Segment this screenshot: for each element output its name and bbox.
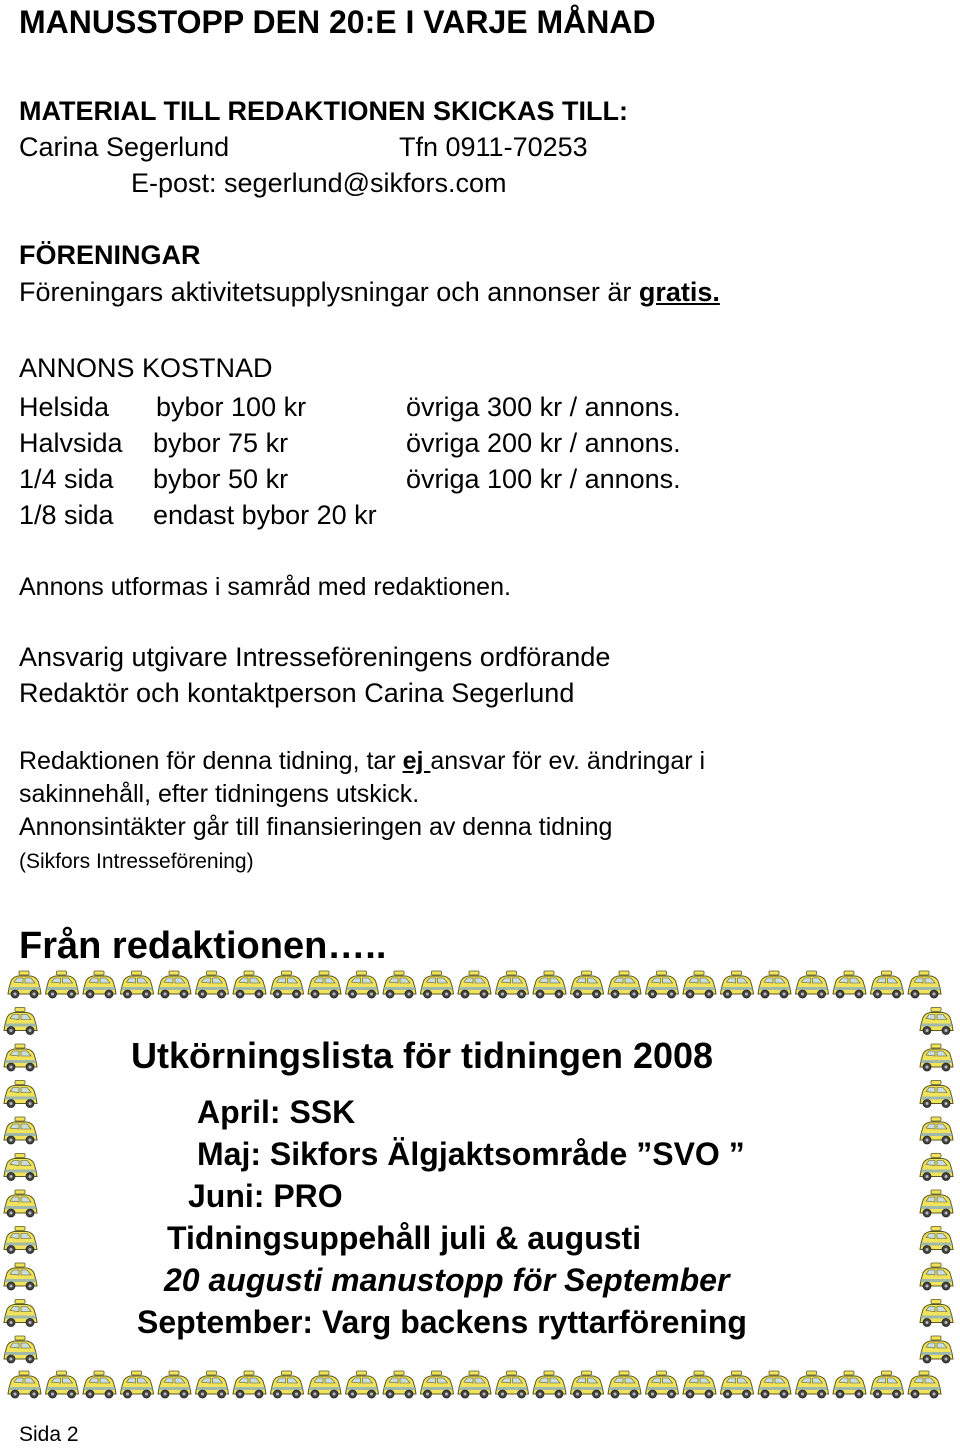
taxi-car-icon <box>833 971 866 998</box>
taxi-car-icon <box>46 971 79 998</box>
taxi-car-icon <box>121 1371 154 1398</box>
taxi-car-icon <box>908 971 941 998</box>
contact-name: Carina Segerlund <box>19 132 230 162</box>
taxi-car-icon <box>920 1300 953 1327</box>
taxi-car-icon <box>920 1117 953 1144</box>
taxi-car-icon <box>46 1371 79 1398</box>
taxi-car-icon <box>308 971 341 998</box>
taxi-car-icon <box>196 1371 229 1398</box>
disclaimer-line: Redaktionen för denna tidning, tar ej ansvar för ev. ändringar i <box>19 747 706 775</box>
contact-email: E-post: segerlund@sikfors.com <box>131 168 507 198</box>
schedule-line: 20 augusti manustopp för September <box>164 1262 730 1298</box>
taxi-car-icon <box>920 1081 953 1108</box>
taxi-car-icon <box>458 971 491 998</box>
taxi-car-icon <box>8 1371 41 1398</box>
taxi-car-icon <box>83 971 116 998</box>
taxi-car-icon <box>233 1371 266 1398</box>
taxi-car-icon <box>608 971 641 998</box>
taxi-car-icon <box>346 971 379 998</box>
taxi-car-icon <box>920 1336 953 1363</box>
taxi-car-icon <box>571 971 604 998</box>
taxi-car-icon <box>346 1371 379 1398</box>
taxi-car-icon <box>721 1371 754 1398</box>
price-row-others: övriga 300 kr / annons. <box>406 392 681 422</box>
schedule-line: September: Varg backens ryttarförening <box>137 1304 747 1340</box>
taxi-car-icon <box>4 1154 37 1181</box>
taxi-car-icon <box>533 971 566 998</box>
taxi-car-icon <box>758 1371 791 1398</box>
taxi-car-icon <box>383 971 416 998</box>
taxi-car-icon <box>4 1227 37 1254</box>
schedule-line: Tidningsuppehåll juli & augusti <box>167 1220 642 1256</box>
taxi-car-icon <box>608 1371 641 1398</box>
ansvarig-utgivare: Ansvarig utgivare Intresseföreningens ordförande <box>19 642 611 672</box>
taxi-car-icon <box>271 971 304 998</box>
taxi-car-icon <box>421 1371 454 1398</box>
taxi-car-icon <box>4 1008 37 1035</box>
annons-note: Annons utformas i samråd med redaktionen. <box>19 573 511 601</box>
taxi-car-icon <box>920 1190 953 1217</box>
price-row-size: Helsida <box>19 392 110 422</box>
gratis-emphasis: gratis. <box>638 277 720 307</box>
taxi-car-icon <box>533 1371 566 1398</box>
utkorning-title: Utkörningslista för tidningen 2008 <box>131 1035 714 1076</box>
taxi-car-icon <box>383 1371 416 1398</box>
taxi-car-icon <box>683 971 716 998</box>
taxi-car-icon <box>758 971 791 998</box>
price-row-size: 1/8 sida <box>19 500 114 530</box>
taxi-car-icon <box>4 1044 37 1071</box>
taxi-car-icon <box>796 971 829 998</box>
price-row-size: Halvsida <box>19 428 123 458</box>
price-row-others: övriga 100 kr / annons. <box>406 464 681 494</box>
taxi-car-icon <box>908 1371 941 1398</box>
taxi-car-icon <box>233 971 266 998</box>
taxi-car-icon <box>683 1371 716 1398</box>
taxi-car-icon <box>158 1371 191 1398</box>
material-heading: MATERIAL TILL REDAKTIONEN SKICKAS TILL: <box>19 96 628 126</box>
disclaimer-line: (Sikfors Intresseförening) <box>19 850 254 873</box>
taxi-car-icon <box>83 1371 116 1398</box>
page-number: Sida 2 <box>19 1423 79 1446</box>
taxi-car-icon <box>496 971 529 998</box>
disclaimer-line: sakinnehåll, efter tidningens utskick. <box>19 780 420 808</box>
taxi-car-icon <box>646 1371 679 1398</box>
price-row-local: bybor 50 kr <box>153 464 289 494</box>
taxi-car-icon <box>8 971 41 998</box>
taxi-car-icon <box>4 1300 37 1327</box>
ej-emphasis: ej <box>402 747 431 775</box>
redaktor-line: Redaktör och kontaktperson Carina Segerlund <box>19 678 575 708</box>
price-row-others: övriga 200 kr / annons. <box>406 428 681 458</box>
fran-redaktionen-heading: Från redaktionen….. <box>19 925 387 967</box>
taxi-car-icon <box>571 1371 604 1398</box>
schedule-line: April: SSK <box>197 1094 356 1130</box>
taxi-car-icon <box>496 1371 529 1398</box>
page-title: MANUSSTOPP DEN 20:E I VARJE MÅNAD <box>19 4 656 40</box>
annons-heading: ANNONS KOSTNAD <box>19 353 273 383</box>
taxi-car-icon <box>920 1263 953 1290</box>
price-row-local: bybor 100 kr <box>156 392 307 422</box>
taxi-car-icon <box>920 1044 953 1071</box>
taxi-car-icon <box>4 1117 37 1144</box>
taxi-car-icon <box>871 971 904 998</box>
price-row-size: 1/4 sida <box>19 464 114 494</box>
taxi-car-icon <box>920 1154 953 1181</box>
taxi-car-icon <box>458 1371 491 1398</box>
taxi-car-icon <box>796 1371 829 1398</box>
taxi-car-icon <box>158 971 191 998</box>
schedule-line: Juni: PRO <box>188 1178 343 1214</box>
foreningar-heading: FÖRENINGAR <box>19 240 201 270</box>
taxi-car-icon <box>920 1227 953 1254</box>
taxi-car-icon <box>920 1008 953 1035</box>
price-row-local: endast bybor 20 kr <box>153 500 377 530</box>
taxi-car-icon <box>4 1190 37 1217</box>
taxi-car-icon <box>196 971 229 998</box>
foreningar-text: Föreningars aktivitetsupplysningar och annonser är gratis. <box>19 277 720 307</box>
taxi-car-icon <box>4 1336 37 1363</box>
taxi-car-icon <box>308 1371 341 1398</box>
taxi-car-icon <box>4 1081 37 1108</box>
disclaimer-line: Annonsintäkter går till finansieringen av denna tidning <box>19 813 613 841</box>
schedule-line: Maj: Sikfors Älgjaktsområde ”SVO ” <box>197 1136 745 1172</box>
contact-phone: Tfn 0911-70253 <box>399 132 588 162</box>
price-row-local: bybor 75 kr <box>153 428 289 458</box>
taxi-car-icon <box>721 971 754 998</box>
taxi-car-icon <box>646 971 679 998</box>
taxi-car-icon <box>4 1263 37 1290</box>
taxi-car-icon <box>121 971 154 998</box>
taxi-car-icon <box>421 971 454 998</box>
taxi-car-icon <box>271 1371 304 1398</box>
taxi-car-icon <box>871 1371 904 1398</box>
taxi-car-icon <box>833 1371 866 1398</box>
